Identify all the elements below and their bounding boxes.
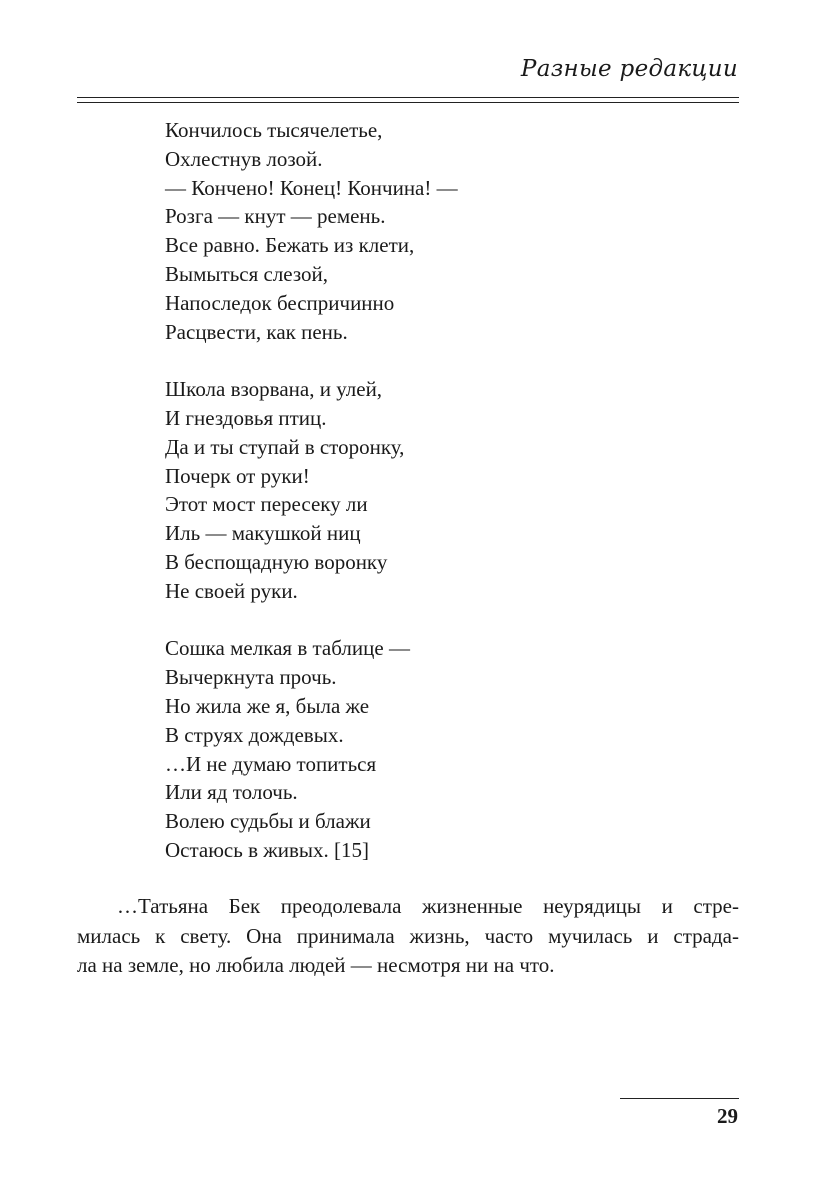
poem-line: Но жила же я, была же	[165, 693, 370, 718]
poem-line: Охлестнув лозой.	[165, 146, 323, 171]
poem-line: Да и ты ступай в сторонку,	[165, 434, 405, 459]
poem-line: Напоследок беспричинно	[165, 290, 395, 315]
page-number: 29	[717, 1104, 738, 1128]
stanza	[165, 116, 458, 346]
poem-line: Вымыться слезой,	[165, 261, 329, 286]
poem-line: В струях дождевых.	[165, 722, 344, 747]
poem-line: Кончилось тысячелетье,	[165, 118, 383, 142]
footer-rule	[620, 1098, 739, 1099]
poem-line: Сошка мелкая в таблице —	[165, 636, 410, 661]
poem-line: Розга — кнут — ремень.	[165, 204, 386, 229]
poem-line: Расцвести, как пень.	[165, 319, 348, 344]
poem-line: Не своей руки.	[165, 578, 298, 603]
poem-line: Этот мост пересеку ли	[165, 492, 368, 517]
poem-line: Волею судьбы и блажи	[165, 809, 371, 834]
stanza	[165, 375, 458, 605]
prose-line: ла на земле, но любила людей — несмотря ни на что.	[77, 953, 555, 977]
poem-line: Иль — макушкой ниц	[165, 521, 361, 546]
poem-line: …И не думаю топиться	[165, 751, 377, 776]
header-rule	[77, 97, 739, 103]
poem-line: Или яд толочь.	[165, 780, 298, 805]
poem-line: Школа взорвана, и улей,	[165, 377, 383, 402]
prose-paragraph	[77, 892, 739, 981]
poem-line: Вычеркнута прочь.	[165, 665, 337, 690]
poem-line: В беспощадную воронку	[165, 549, 388, 574]
prose-line: милась к свету. Она принимала жизнь, часто мучилась и страда-	[77, 923, 739, 948]
stanza	[165, 634, 458, 864]
poem-line: Почерк от руки!	[165, 463, 310, 488]
running-head: Разные редакции	[520, 56, 738, 82]
poem-line: Все равно. Бежать из клети,	[165, 233, 415, 258]
poem-line: Остаюсь в живых. [15]	[165, 837, 370, 862]
prose-line: …Татьяна Бек преодолевала жизненные неурядицы и стре-	[117, 894, 739, 918]
poem	[165, 116, 458, 865]
poem-line: — Кончено! Конец! Кончина! —	[165, 175, 458, 200]
poem-line: И гнездовья птиц.	[165, 405, 327, 430]
